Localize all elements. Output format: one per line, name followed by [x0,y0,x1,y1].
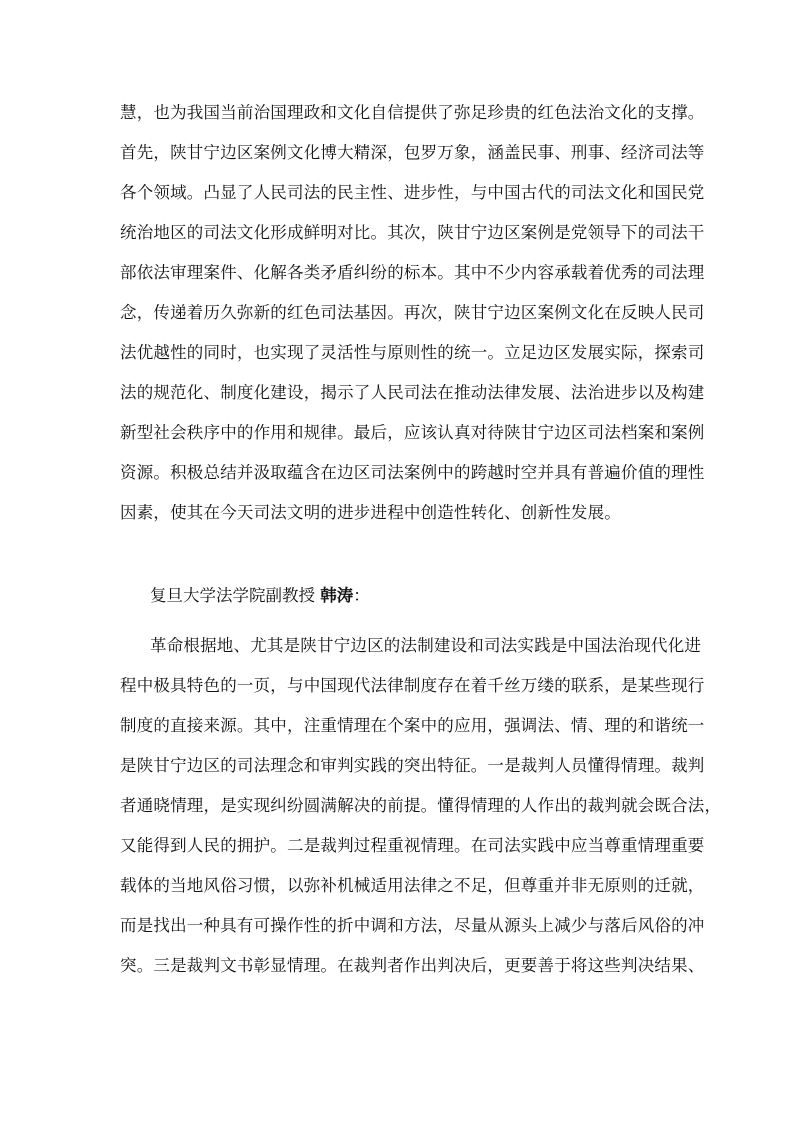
paragraph-2-line: 革命根据地、尤其是陕甘宁边区的法制建设和司法实践是中国法治现代化进 [150,636,702,655]
speaker-title: 复旦大学法学院副教授 [150,586,315,605]
speaker-name: 韩涛 [320,586,354,605]
paragraph-1-line: 因素，使其在今天司法文明的进步进程中创造性转化、创新性发展。 [120,503,621,522]
paragraph-2-line: 者通晓情理，是实现纠纷圆满解决的前提。懂得情理的人作出的裁判就会既合法， [120,796,722,815]
paragraph-2-line: 程中极具特色的一页，与中国现代法律制度存在着千丝万缕的联系，是某些现行 [120,676,705,695]
paragraph-1-line: 念，传递着历久弥新的红色司法基因。再次，陕甘宁边区案例文化在反映人民司 [120,303,705,322]
paragraph-1-line: 新型社会秩序中的作用和规律。最后，应该认真对待陕甘宁边区司法档案和案例 [120,423,705,442]
paragraph-2-line: 又能得到人民的拥护。二是裁判过程重视情理。在司法实践中应当尊重情理重要 [120,836,705,855]
paragraph-1-line: 部依法审理案件、化解各类矛盾纠纷的标本。其中不少内容承载着优秀的司法理 [120,263,705,282]
paragraph-1-line: 法优越性的同时，也实现了灵活性与原则性的统一。立足边区发展实际，探索司 [120,343,705,362]
paragraph-1-line: 统治地区的司法文化形成鲜明对比。其次，陕甘宁边区案例是党领导下的司法干 [120,223,705,242]
paragraph-1-line: 首先，陕甘宁边区案例文化博大精深，包罗万象，涵盖民事、刑事、经济司法等 [120,143,705,162]
paragraph-2-line: 载体的当地风俗习惯，以弥补机械适用法律之不足，但尊重并非无原则的迁就， [120,876,705,895]
paragraph-2-line: 是陕甘宁边区的司法理念和审判实践的突出特征。一是裁判人员懂得情理。裁判 [120,756,705,775]
paragraph-2-line: 而是找出一种具有可操作性的折中调和方法，尽量从源头上减少与落后风俗的冲 [120,916,705,935]
paragraph-2-line: 突。三是裁判文书彰显情理。在裁判者作出判决后，更要善于将这些判决结果、 [120,956,705,975]
paragraph-1-line: 慧，也为我国当前治国理政和文化自信提供了弥足珍贵的红色法治文化的支撑。 [120,103,705,122]
speaker-colon: ： [353,586,370,605]
paragraph-1-line: 法的规范化、制度化建设，揭示了人民司法在推动法律发展、法治进步以及构建 [120,383,705,402]
paragraph-1-line: 资源。积极总结并汲取蕴含在边区司法案例中的跨越时空并具有普遍价值的理性 [120,463,705,482]
speaker-heading [150,584,370,608]
paragraph-2-line: 制度的直接来源。其中，注重情理在个案中的应用，强调法、情、理的和谐统一 [120,716,705,735]
paragraph-1-line: 各个领域。凸显了人民司法的民主性、进步性，与中国古代的司法文化和国民党 [120,183,705,202]
